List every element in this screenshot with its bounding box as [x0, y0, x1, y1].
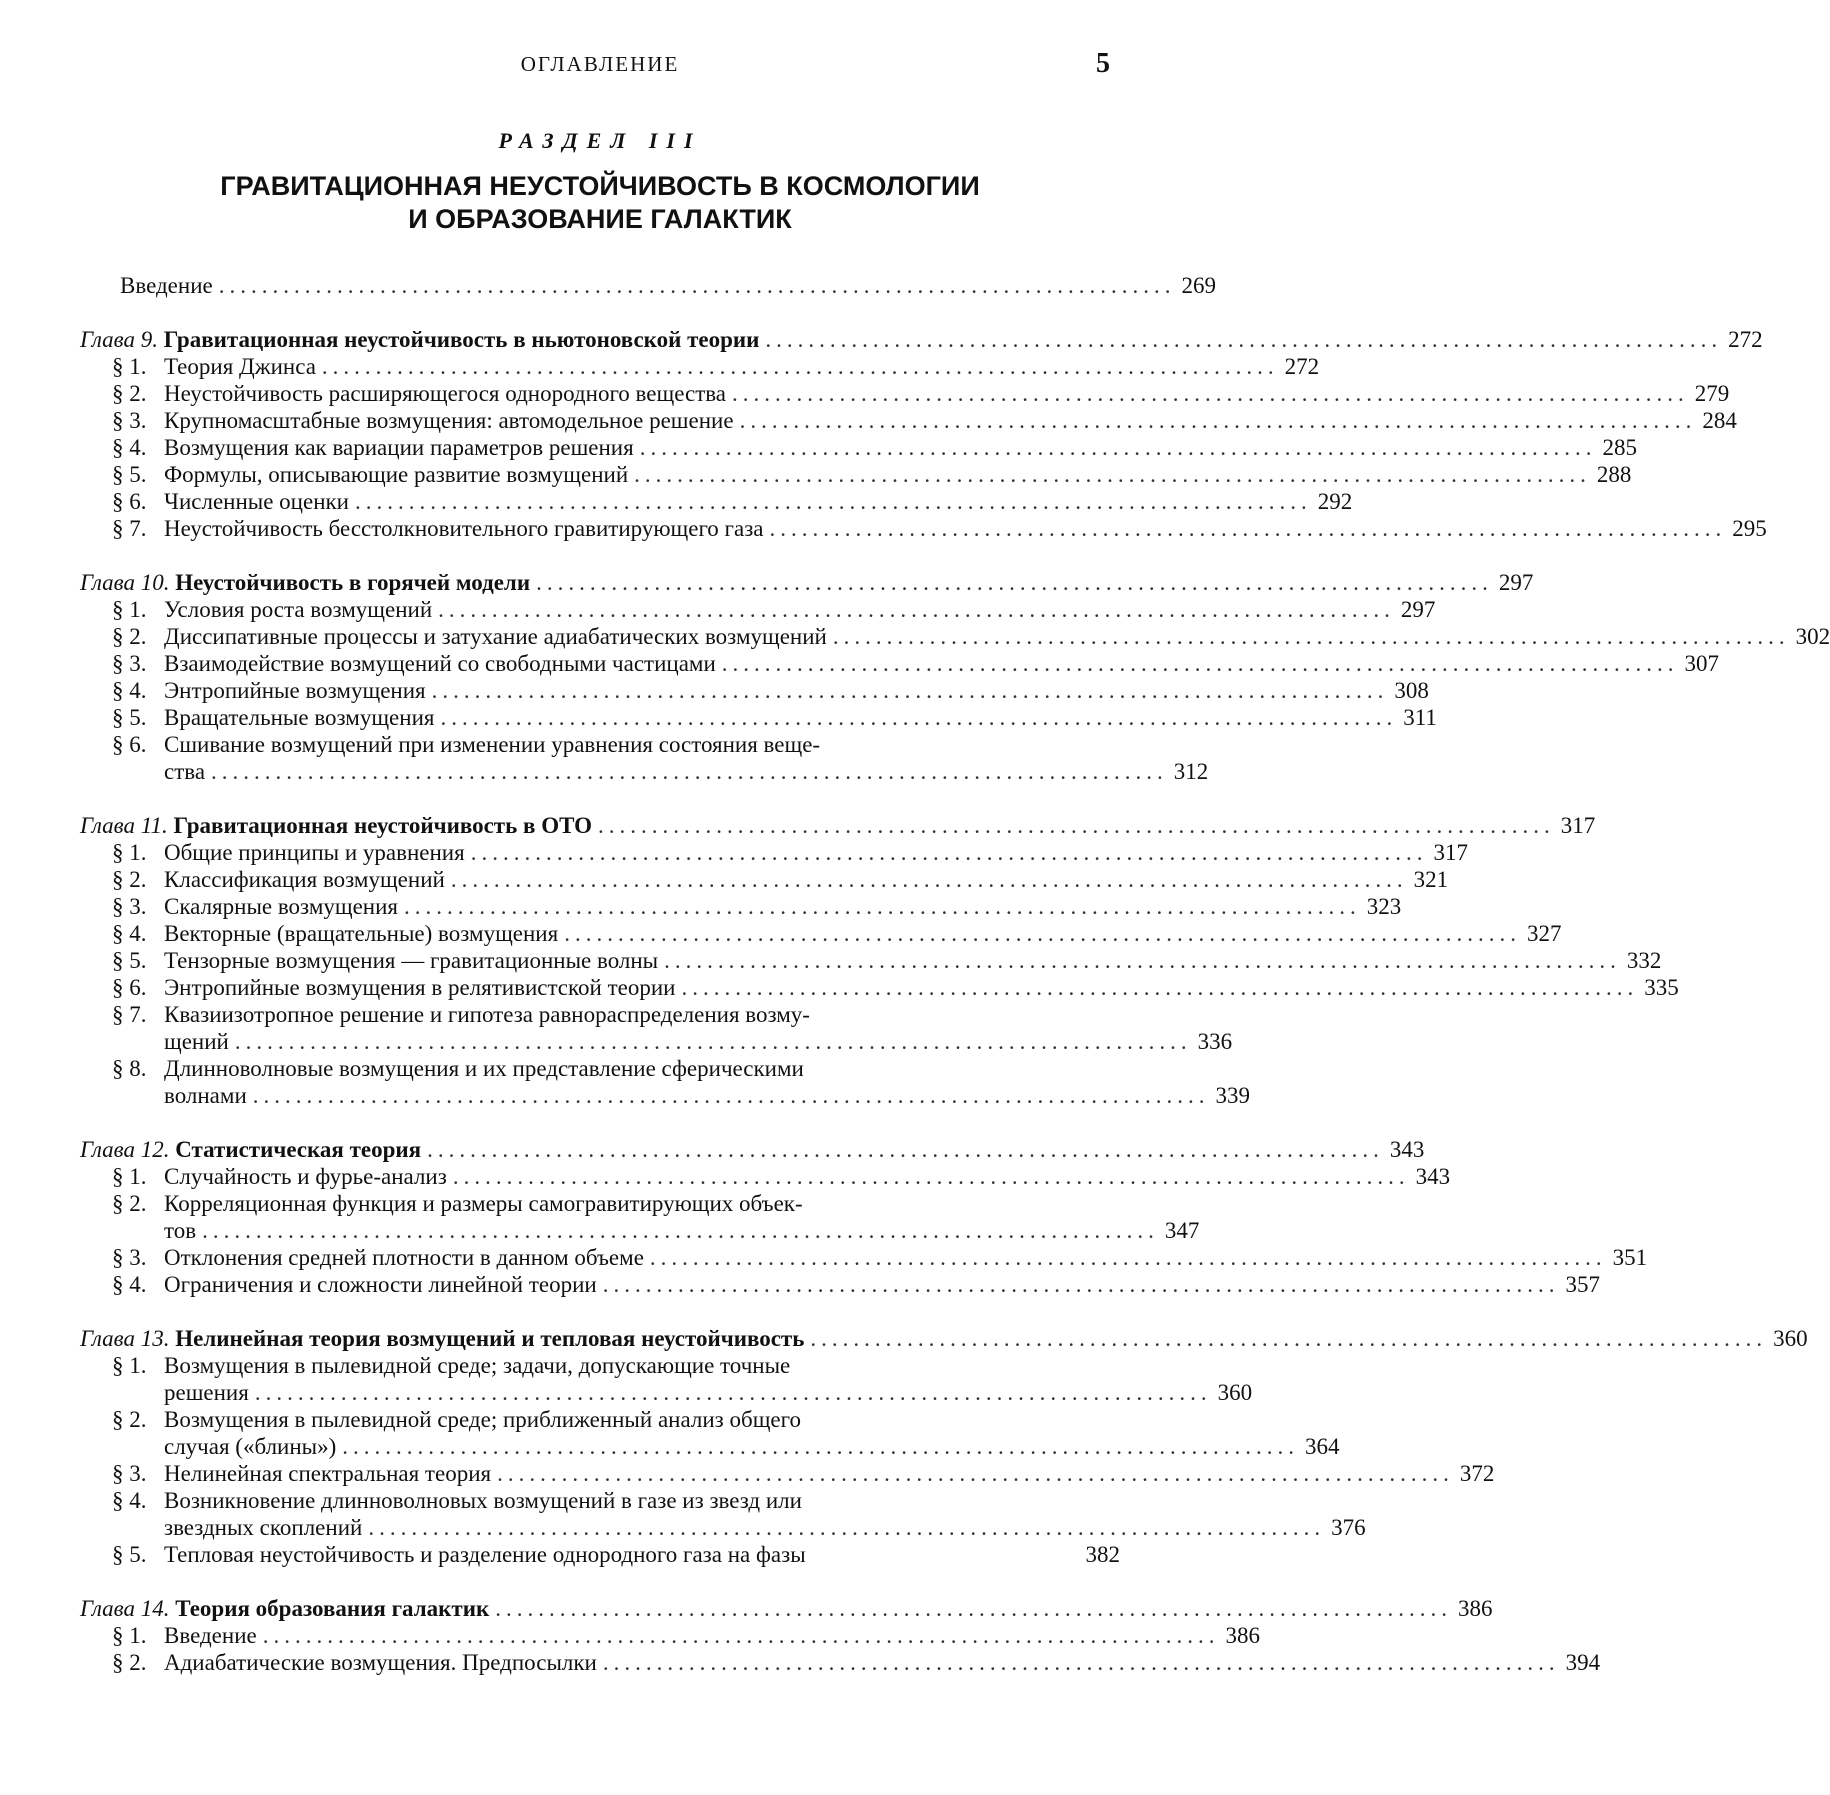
- toc-entry-title: Введение: [120, 273, 213, 298]
- chapter-title: Неустойчивость в горячей модели: [175, 570, 531, 595]
- toc-chapter-13[interactable]: Глава 13. Нелинейная теория возмущений и тепловая неустойчивость ......................................................................................... 360: [80, 1326, 1808, 1351]
- section-title-line1: ГРАВИТАЦИОННАЯ НЕУСТОЙЧИВОСТЬ В КОСМОЛОГИИ: [220, 171, 980, 201]
- toc-item[interactable]: § 1. Введение ......................................................................................... 386: [112, 1623, 1260, 1648]
- toc-item[interactable]: § 4. Возмущения как вариации параметров решения ......................................................................................... 285: [112, 435, 1637, 460]
- toc-item[interactable]: § 1. Случайность и фурье-анализ ......................................................................................... 343: [112, 1164, 1451, 1189]
- chapter-word: Глава: [80, 327, 135, 352]
- toc-item[interactable]: § 6. Сшивание возмущений при изменении уравнения состояния веще- ства ......................................................................................... 312: [112, 732, 1209, 784]
- chapter-title: Теория образования галактик: [175, 1596, 490, 1621]
- toc-item[interactable]: § 8. Длинноволновые возмущения и их представление сферическими волнами ......................................................................................... 339: [112, 1056, 1251, 1108]
- toc-item[interactable]: § 2. Диссипативные процессы и затухание адиабатических возмущений ......................................................................................... 302: [112, 624, 1830, 649]
- chapter-title: Нелинейная теория возмущений и тепловая неустойчивость: [175, 1326, 805, 1351]
- chapter-title: Статистическая теория: [175, 1137, 422, 1162]
- chapter-title: Гравитационная неустойчивость в ОТО: [173, 813, 593, 838]
- toc-page-number: 269: [1181, 273, 1216, 298]
- toc-item[interactable]: § 1. Общие принципы и уравнения ......................................................................................... 317: [112, 840, 1468, 865]
- toc-item[interactable]: § 6. Энтропийные возмущения в релятивистской теории ......................................................................................... 335: [112, 975, 1679, 1000]
- toc-item[interactable]: § 2. Классификация возмущений ......................................................................................... 321: [112, 867, 1449, 892]
- toc-item[interactable]: § 2. Возмущения в пылевидной среде; приближенный анализ общего случая («блины») ......................................................................................... 364: [112, 1407, 1340, 1459]
- toc-item[interactable]: § 7. Неустойчивость бесстолкновительного гравитирующего газа ......................................................................................... 295: [112, 516, 1767, 541]
- table-of-contents: [80, 272, 1830, 1676]
- toc-item[interactable]: § 6. Численные оценки ......................................................................................... 292: [112, 489, 1353, 514]
- toc-item[interactable]: § 4. Возникновение длинноволновых возмущений в газе из звезд или звездных скоплений ......................................................................................... 376: [112, 1488, 1366, 1540]
- toc-item[interactable]: § 3. Взаимодействие возмущений со свободными частицами ......................................................................................... 307: [112, 651, 1720, 676]
- toc-chapter-9[interactable]: Глава 9. Гравитационная неустойчивость в ньютоновской теории ......................................................................................... 272: [80, 327, 1763, 352]
- toc-item[interactable]: § 3. Скалярные возмущения ......................................................................................... 323: [112, 894, 1402, 919]
- toc-item[interactable]: § 2. Корреляционная функция и размеры самогравитирующих объек- тов ......................................................................................... 347: [112, 1191, 1200, 1243]
- section-title: [0, 170, 1200, 236]
- toc-item[interactable]: § 3. Крупномасштабные возмущения: автомодельное решение ......................................................................................... 284: [112, 408, 1737, 433]
- toc-item[interactable]: § 5. Тензорные возмущения — гравитационные волны ......................................................................................... 332: [112, 948, 1662, 973]
- toc-chapter-12[interactable]: Глава 12. Статистическая теория ......................................................................................... 343: [80, 1137, 1425, 1162]
- chapter-title: Гравитационная неустойчивость в ньютоновской теории: [163, 327, 760, 352]
- toc-item[interactable]: § 5. Тепловая неустойчивость и разделение однородного газа на фазы 382: [112, 1542, 1120, 1567]
- toc-chapter-11[interactable]: Глава 11. Гравитационная неустойчивость в ОТО ......................................................................................... 317: [80, 813, 1596, 838]
- toc-chapter-10[interactable]: Глава 10. Неустойчивость в горячей модели ......................................................................................... 297: [80, 570, 1534, 595]
- toc-item[interactable]: § 2. Адиабатические возмущения. Предпосылки ......................................................................................... 394: [112, 1650, 1601, 1675]
- toc-intro[interactable]: [80, 272, 1216, 299]
- toc-item[interactable]: § 1. Условия роста возмущений ......................................................................................... 297: [112, 597, 1436, 622]
- page-number: 5: [1096, 48, 1110, 79]
- toc-chapter-14[interactable]: Глава 14. Теория образования галактик ......................................................................................... 386: [80, 1596, 1493, 1621]
- toc-item[interactable]: § 3. Нелинейная спектральная теория ......................................................................................... 372: [112, 1461, 1495, 1486]
- leader-dots: .........................................................................................: [218, 273, 1176, 298]
- running-title: ОГЛАВЛЕНИЕ: [520, 52, 680, 76]
- toc-item[interactable]: § 4. Ограничения и сложности линейной теории ......................................................................................... 357: [112, 1272, 1600, 1297]
- toc-item[interactable]: § 5. Формулы, описывающие развитие возмущений ......................................................................................... 288: [112, 462, 1632, 487]
- toc-item[interactable]: § 5. Вращательные возмущения ......................................................................................... 311: [112, 705, 1437, 730]
- section-title-line2: И ОБРАЗОВАНИЕ ГАЛАКТИК: [408, 204, 792, 234]
- toc-page-number: 272: [1728, 327, 1763, 352]
- toc-item[interactable]: § 3. Отклонения средней плотности в данном объеме ......................................................................................... 351: [112, 1245, 1648, 1270]
- toc-item[interactable]: § 4. Энтропийные возмущения ......................................................................................... 308: [112, 678, 1429, 703]
- toc-item[interactable]: § 4. Векторные (вращательные) возмущения ......................................................................................... 327: [112, 921, 1562, 946]
- chapter-number: 9.: [140, 327, 158, 352]
- toc-item[interactable]: § 7. Квазиизотропное решение и гипотеза равнораспределения возму- щений ......................................................................................... 336: [112, 1002, 1233, 1054]
- toc-item[interactable]: § 1. Возмущения в пылевидной среде; задачи, допускающие точные решения ......................................................................................... 360: [112, 1353, 1253, 1405]
- toc-item[interactable]: § 1. Теория Джинса ......................................................................................... 272: [112, 354, 1320, 379]
- section-label: РАЗДЕЛ III: [498, 128, 702, 153]
- toc-item[interactable]: § 2. Неустойчивость расширяющегося однородного вещества ......................................................................................... 279: [112, 381, 1730, 406]
